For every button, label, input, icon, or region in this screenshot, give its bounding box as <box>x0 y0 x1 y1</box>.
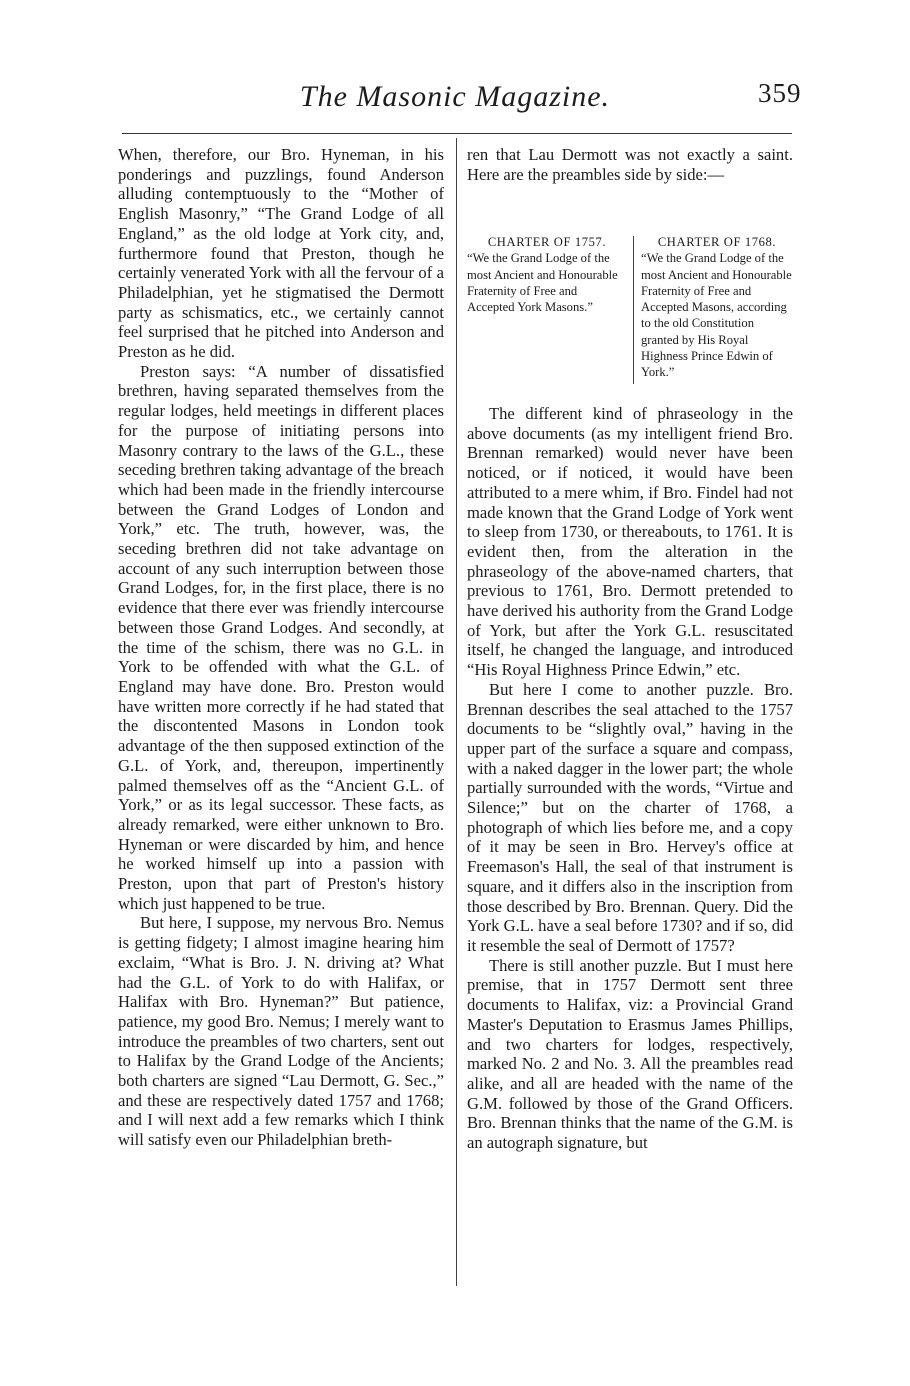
charter-title: CHARTER OF 1768. <box>657 235 777 249</box>
paragraph: But here, I suppose, my nervous Bro. Nemus is getting fidgety; I almost imagine hearing him exclaim, “What is Bro. J. N. driving at? What had the G.L. of York to do with Halifax, or Halifax with Bro. Hyneman?” But patience, patience, my good Bro. Nemus; I merely want to introduce the preambles of two charters, sent out to Halifax by the Grand Lodge of the Ancients; both charters are signed “Lau Dermott, G. Sec.,” and these are respectively dated 1757 and 1768; and I will next add a few remarks which I think will satisfy even our Philadelphian breth- <box>118 913 444 1150</box>
charter-preamble: “We the Grand Lodge of the most Ancient and Honourable Fraternity of Free and Accepted York Masons.” <box>467 251 618 315</box>
page-title: The Masonic Magazine. <box>299 80 611 113</box>
charter-divider <box>633 236 634 384</box>
header-rule <box>122 133 792 134</box>
paragraph: The different kind of phraseology in the above documents (as my intelligent friend Bro. Brennan remarked) would never have been noticed, or if noticed, it would have been attributed to a mere whim, if Bro. Findel had not made known that the Grand Lodge of York went to sleep from 1730, or thereabouts, to 1761. It is evident then, from the alteration in the phraseology of the above-named charters, that previous to 1761, Bro. Dermott pretended to have derived his authority from the Grand Lodge of York, but after the York G.L. resuscitated itself, he changed the language, and introduced “His Royal Highness Prince Edwin,” etc. <box>467 404 793 680</box>
page-number: 359 <box>758 78 802 108</box>
column-divider <box>456 138 457 1286</box>
paragraph: Preston says: “A number of dissatisfied brethren, having separated themselves from the regular lodges, held meetings in different places for the purpose of initiating persons into Masonry contrary to the laws of the G.L., these seceding brethren taking advantage of the breach which had been made in the friendly intercourse between the Grand Lodges of London and York,” etc. The truth, however, was, the seceding brethren did not take advantage on account of any such interruption between those Grand Lodges, for, in the first place, there is no evidence that there ever was friendly intercourse between those Grand Lodges. And secondly, at the time of the schism, there was no G.L. in York to be offended with what the G.L. of England may have done. Bro. Preston would have written more correctly if he had stated that the discontented Masons in London took advantage of the then supposed extinction of the G.L. of York, and, thereupon, impertinently palmed themselves off as the “Ancient G.L. of York,” or as its legal successor. These facts, as already remarked, were either unknown to Bro. Hyneman or were discarded by him, and hence he worked himself up into a passion with Preston, upon that part of Preston's history which just happened to be true. <box>118 361 444 913</box>
paragraph: But here I come to another puzzle. Bro. Brennan describes the seal attached to the 1757 documents to be “slightly oval,” having in the upper part of the surface a square and compass, with a naked dagger in the lower part; the whole partially surrounded with the words, “Virtue and Silence;” but on the charter of 1768, a photograph of which lies before me, and a copy of it may be seen in Bro. Hervey's office at Freemason's Hall, the seal of that instrument is square, and it differs also in the inscription from those described by Bro. Brennan. Query. Did the York G.L. have a seal before 1730? and if so, did it resemble the seal of Dermott of 1757? <box>467 679 793 955</box>
charter-1768 <box>641 234 793 381</box>
right-column-body <box>467 404 793 1153</box>
charter-1757 <box>467 234 627 315</box>
paragraph: ren that Lau Dermott was not exactly a saint. Here are the preambles side by side:— <box>467 145 793 184</box>
charter-preamble: “We the Grand Lodge of the most Ancient and Honourable Fraternity of Free and Accepted Masons, according to the old Constitution granted by His Royal Highness Prince Edwin of York.” <box>641 251 792 380</box>
charter-title: CHARTER OF 1757. <box>487 235 607 249</box>
paragraph: When, therefore, our Bro. Hyneman, in his ponderings and puzzlings, found Anderson alluding contemptuously to the “Mother of English Masonry,” “The Grand Lodge of all England,” as the old lodge at York city, and, furthermore found that Preston, though he certainly venerated York with all the fervour of a Philadelphian, yet he stigmatised the Dermott party as schismatics, etc., we certainly cannot feel surprised that he pitched into Anderson and Preston as he did. <box>118 145 444 362</box>
paragraph: There is still another puzzle. But I must here premise, that in 1757 Dermott sent three documents to Halifax, viz: a Provincial Grand Master's Deputation to Erasmus James Phillips, and two charters for lodges, respectively, marked No. 2 and No. 3. All the preambles read alike, and all are headed with the name of the G.M. followed by those of the Grand Officers. Bro. Brennan thinks that the name of the G.M. is an autograph signature, but <box>467 955 793 1153</box>
left-column <box>118 145 444 1150</box>
charter-comparison <box>467 234 793 384</box>
right-column-intro <box>467 145 793 184</box>
